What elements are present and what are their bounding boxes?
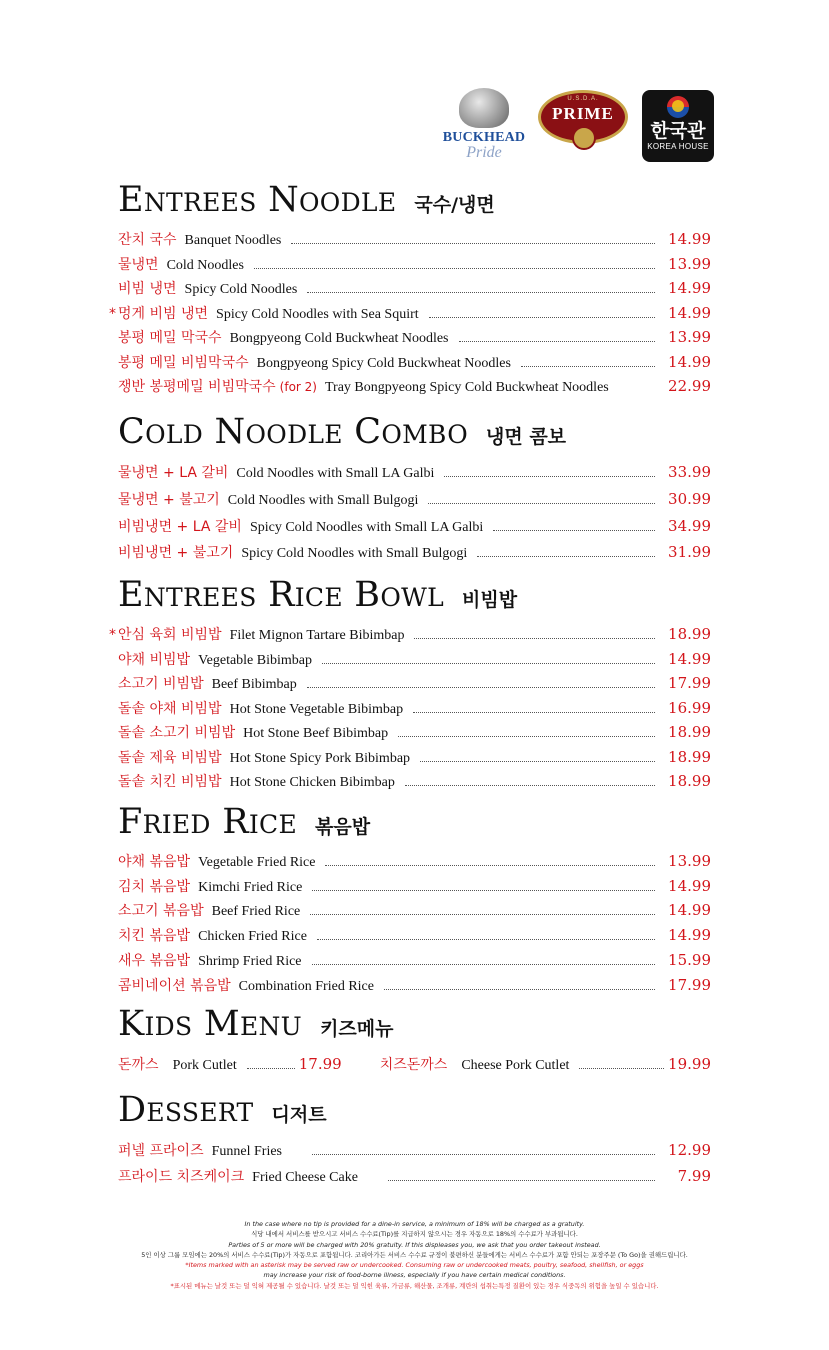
certified-seal-icon <box>572 126 596 150</box>
item-korean-name: 소고기 비빔밥 <box>118 676 204 692</box>
menu-list <box>118 1138 711 1190</box>
item-korean-name: 새우 볶음밥 <box>118 952 191 969</box>
menu-item <box>118 375 711 400</box>
footnote-party-ko: 5인 이상 그룹 모임에는 20%의 서비스 수수료(Tip)가 자동으로 포함됩니다. 코리아가든 서비스 수수료 규정이 불편하신 분들에게는 서비스 수수료가 포함 안되는 포장주문 (To Go)을 권해드립니다. <box>141 1250 688 1259</box>
section-title <box>118 802 711 846</box>
item-korean-name: 잔치 국수 <box>118 232 177 248</box>
dot-leader <box>312 890 655 891</box>
item-price: 14.99 <box>668 279 711 297</box>
section-entrees-rice-bowl <box>109 575 711 795</box>
item-korean-name: 돈까스 <box>118 1057 159 1073</box>
dot-leader <box>384 989 655 990</box>
dot-leader <box>459 341 656 342</box>
dot-leader <box>307 687 655 688</box>
menu-item <box>118 746 711 771</box>
item-korean-name: 돌솥 치킨 비빔밥 <box>118 774 222 790</box>
item-price: 18.99 <box>668 747 711 766</box>
item-korean-name: 김치 볶음밥 <box>118 878 191 895</box>
prime-label: PRIME <box>552 104 614 123</box>
item-korean-name: 소고기 볶음밥 <box>118 903 204 920</box>
item-english-name: Chicken Fried Rice <box>198 929 307 945</box>
dot-leader <box>521 366 655 367</box>
item-english-name: Kimchi Fried Rice <box>198 879 303 895</box>
dot-leader <box>429 317 655 318</box>
item-korean-name: 쟁반 봉평메밀 비빔막국수 <box>118 379 276 395</box>
item-english-name: Cold Noodles with Small Bulgogi <box>227 492 419 508</box>
dot-leader <box>413 712 655 713</box>
item-english-name: Cheese Pork Cutlet <box>461 1058 570 1073</box>
kids-menu-row <box>118 1054 711 1074</box>
menu-item <box>118 228 711 253</box>
section-title-english: Entrees Noodle <box>118 180 397 220</box>
buckhead-pride-logo <box>436 88 532 168</box>
menu-item <box>118 253 711 278</box>
item-korean-name: 봉평 메밀 비빔막국수 <box>118 354 249 371</box>
section-title-english: Fried Rice <box>118 802 298 842</box>
item-english-name: Bongpyeong Cold Buckwheat Noodles <box>229 331 449 346</box>
section-title-english: Kids Menu <box>118 1004 303 1044</box>
item-english-name: Shrimp Fried Rice <box>198 953 302 969</box>
item-korean-name: 돌솥 야채 비빔밥 <box>118 700 222 717</box>
item-korean-name: 돌솥 소고기 비빔밥 <box>118 725 236 741</box>
item-english-name: Hot Stone Chicken Bibimbap <box>229 775 395 790</box>
menu-list <box>109 623 711 795</box>
korea-house-logo <box>642 90 714 162</box>
item-english-name: Spicy Cold Noodles with Sea Squirt <box>216 306 419 322</box>
section-entrees-noodle <box>109 180 711 400</box>
item-english-name: Pork Cutlet <box>172 1058 237 1073</box>
section-dessert <box>118 1090 711 1190</box>
dot-leader <box>388 1180 655 1181</box>
item-price: 17.99 <box>668 674 711 692</box>
dot-leader <box>312 964 655 965</box>
dot-leader <box>579 1068 664 1069</box>
section-kids-menu <box>118 1004 711 1074</box>
menu-item: * 멍게 비빔 냉면 Spicy Cold Noodles with Sea Squirt 14.99 <box>118 302 711 327</box>
section-title-english: Cold Noodle Combo <box>118 412 468 452</box>
section-cold-noodle-combo <box>118 412 711 567</box>
item-price: 14.99 <box>668 352 711 371</box>
item-korean-name: 치즈돈까스 <box>379 1057 448 1073</box>
dot-leader <box>398 736 655 737</box>
item-price: 30.99 <box>668 489 711 508</box>
menu-item <box>118 697 711 722</box>
item-english-name: Vegetable Bibimbap <box>198 652 312 668</box>
dot-leader <box>325 865 655 866</box>
item-serving-note: (for 2) <box>279 380 317 394</box>
menu-item <box>118 1138 711 1164</box>
korea-house-english-name: KOREA HOUSE <box>647 142 709 151</box>
item-price: 14.99 <box>668 649 711 668</box>
item-english-name: Cold Noodles with Small LA Galbi <box>236 466 435 481</box>
item-price: 16.99 <box>668 698 711 717</box>
section-title <box>118 412 711 456</box>
menu-item <box>118 1164 711 1190</box>
dot-leader <box>310 914 655 915</box>
dot-leader <box>254 268 655 269</box>
item-korean-name: 야채 비빔밥 <box>118 651 191 668</box>
item-price: 22.99 <box>668 377 711 395</box>
item-korean-name: 물냉면 + 불고기 <box>118 491 220 508</box>
menu-item <box>118 351 711 376</box>
item-price: 13.99 <box>668 328 711 346</box>
buckhead-logo-sub: Pride <box>466 144 502 161</box>
item-price: 7.99 <box>677 1167 711 1185</box>
item-price: 15.99 <box>668 950 711 969</box>
section-title-korean: 디저트 <box>271 1104 327 1126</box>
menu-item <box>118 672 711 697</box>
item-price: 14.99 <box>668 303 711 322</box>
menu-list <box>109 228 711 400</box>
section-title-korean: 냉면 콤보 <box>486 426 567 448</box>
item-english-name: Spicy Cold Noodles <box>184 282 298 297</box>
section-title-korean: 볶음밥 <box>315 816 371 838</box>
dot-leader <box>312 1154 655 1155</box>
section-title <box>118 575 711 619</box>
footnote-gratuity-en: In the case where no tip is provided for a dine-in service, a minimum of 18% will be charged as a gratuity. <box>244 1220 585 1228</box>
taegeuk-icon <box>667 96 689 118</box>
item-english-name: Filet Mignon Tartare Bibimbap <box>229 628 405 643</box>
item-english-name: Combination Fried Rice <box>238 978 374 994</box>
menu-list <box>118 460 711 567</box>
item-english-name: Hot Stone Beef Bibimbap <box>243 726 389 741</box>
item-korean-name: 물냉면 <box>118 256 159 273</box>
menu-item <box>118 899 711 924</box>
buckhead-logo-name: BUCKHEAD <box>442 130 526 145</box>
dot-leader <box>477 556 655 557</box>
dot-leader <box>414 638 655 639</box>
section-title <box>118 1004 711 1048</box>
item-price: 13.99 <box>668 254 711 273</box>
item-price: 17.99 <box>668 975 711 994</box>
item-price: 14.99 <box>668 230 711 248</box>
item-english-name: Bongpyeong Spicy Cold Buckwheat Noodles <box>256 355 511 371</box>
section-title-korean: 국수/냉면 <box>414 194 495 216</box>
dot-leader <box>428 503 655 504</box>
item-english-name: Hot Stone Vegetable Bibimbap <box>229 701 404 717</box>
menu-item: * 안심 육회 비빔밥 Filet Mignon Tartare Bibimbap 18.99 <box>118 623 711 648</box>
footnote-raw-warning-en-1: *Items marked with an asterisk may be served raw or undercooked. Consuming raw or undercooked meats, poultry, seafood, shellfish, or eggs <box>185 1261 644 1270</box>
menu-item <box>118 540 711 567</box>
footnote-raw-warning-ko: *표시된 메뉴는 날것 또는 덜 익혀 제공될 수 있습니다. 날것 또는 덜 익힌 육류, 가금류, 해산물, 조개류, 계란의 섭취는특정 질환이 있는 경우 식중독의 위험을 높일 수 있습니다. <box>170 1281 659 1290</box>
footnote-raw-warning-en-2: may increase your risk of food-borne illness, especially if you have certain medical conditions. <box>263 1271 566 1280</box>
item-korean-name: 비빔냉면 + 불고기 <box>118 545 234 562</box>
section-title-english: Entrees Rice Bowl <box>118 575 445 615</box>
section-title-korean: 비빔밥 <box>462 589 518 611</box>
dot-leader <box>317 939 655 940</box>
menu-item <box>118 850 711 875</box>
item-korean-name: 안심 육회 비빔밥 <box>118 627 222 643</box>
dot-leader <box>247 1068 295 1069</box>
menu-item <box>118 770 711 795</box>
dot-leader <box>619 390 655 391</box>
item-price: 31.99 <box>668 543 711 562</box>
dot-leader <box>444 476 655 477</box>
section-fried-rice <box>118 802 711 998</box>
footnote-gratuity-ko: 식당 내에서 서비스를 받으시고 서비스 수수료(Tip)를 지급하지 않으시는 경우 자동으로 18%의 수수료가 부과됩니다. <box>251 1230 578 1239</box>
dot-leader <box>493 530 655 531</box>
item-english-name: Banquet Noodles <box>184 233 282 248</box>
section-title-korean: 키즈메뉴 <box>320 1018 394 1040</box>
item-korean-name: 비빔 냉면 <box>118 281 177 297</box>
item-price: 18.99 <box>668 625 711 643</box>
item-korean-name: 비빔냉면 + LA 갈비 <box>118 518 242 535</box>
menu-item <box>118 721 711 746</box>
usda-label: U.S.D.A. <box>567 96 599 102</box>
dot-leader <box>405 785 655 786</box>
item-english-name: Beef Bibimbap <box>211 677 297 692</box>
item-english-name: Funnel Fries <box>211 1144 282 1159</box>
section-title <box>118 180 711 224</box>
item-english-name: Spicy Cold Noodles with Small Bulgogi <box>241 546 468 562</box>
menu-item <box>118 326 711 351</box>
menu-item <box>118 924 711 949</box>
item-korean-name: 치킨 볶음밥 <box>118 928 191 945</box>
menu-item <box>118 648 711 673</box>
dot-leader <box>322 663 655 664</box>
section-title-english: Dessert <box>118 1090 254 1130</box>
item-price: 34.99 <box>668 516 711 535</box>
menu-item <box>118 460 711 487</box>
menu-item <box>118 487 711 514</box>
menu-item <box>118 949 711 974</box>
section-title <box>118 1090 711 1134</box>
item-price: 19.99 <box>668 1055 711 1073</box>
item-english-name: Tray Bongpyeong Spicy Cold Buckwheat Noodles <box>324 380 609 395</box>
item-korean-name: 돌솥 제육 비빔밥 <box>118 749 222 766</box>
menu-item <box>118 514 711 541</box>
dot-leader <box>307 292 655 293</box>
menu-item <box>118 277 711 302</box>
dot-leader <box>420 761 655 762</box>
item-korean-name: 퍼넬 프라이즈 <box>118 1143 204 1159</box>
footnote-party-en: Parties of 5 or more will be charged with 20% gratuity. If this displeases you, we ask that you order takeout instead. <box>228 1240 601 1249</box>
item-price: 14.99 <box>668 926 711 945</box>
item-korean-name: 콤비네이션 볶음밥 <box>118 977 231 994</box>
item-korean-name: 물냉면 + LA 갈비 <box>118 465 229 481</box>
menu-item <box>118 875 711 900</box>
item-price: 14.99 <box>668 876 711 895</box>
dot-leader <box>291 243 655 244</box>
item-korean-name: 봉평 메밀 막국수 <box>118 330 222 346</box>
item-korean-name: 야채 볶음밥 <box>118 854 191 870</box>
item-price: 12.99 <box>668 1141 711 1159</box>
item-english-name: Fried Cheese Cake <box>252 1170 358 1185</box>
item-price: 13.99 <box>668 852 711 870</box>
item-price: 17.99 <box>298 1055 342 1073</box>
item-price: 18.99 <box>668 723 711 741</box>
cowboy-emblem-icon <box>459 88 509 128</box>
footnotes <box>60 1219 769 1291</box>
item-korean-name: 멍게 비빔 냉면 <box>118 305 209 322</box>
item-english-name: Spicy Cold Noodles with Small LA Galbi <box>249 519 484 535</box>
menu-item <box>118 974 711 999</box>
item-english-name: Beef Fried Rice <box>211 904 301 920</box>
korea-house-korean-name: 한국관 <box>650 120 706 142</box>
usda-prime-logo <box>534 90 632 150</box>
item-price: 33.99 <box>668 463 711 481</box>
item-english-name: Cold Noodles <box>166 257 244 273</box>
item-price: 14.99 <box>668 901 711 920</box>
menu-list <box>118 850 711 998</box>
item-price: 18.99 <box>668 772 711 790</box>
item-korean-name: 프라이드 치즈케이크 <box>118 1169 245 1185</box>
item-english-name: Hot Stone Spicy Pork Bibimbap <box>229 750 411 766</box>
item-english-name: Vegetable Fried Rice <box>198 855 316 870</box>
